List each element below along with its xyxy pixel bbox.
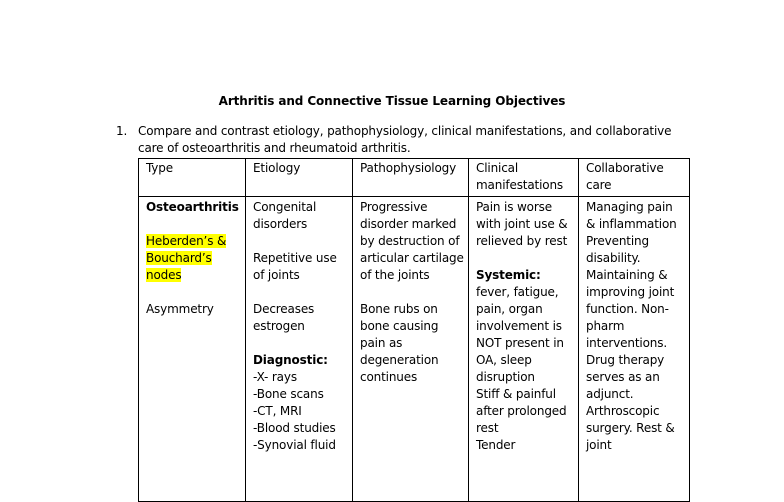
systemic-text: fever, fatigue, pain, organ involvement is NOT present in OA, sleep disruption [476, 285, 564, 384]
etiology-line-3: Decreases estrogen [253, 302, 315, 333]
cell-pathophysiology [353, 197, 469, 502]
highlighted-text: Heberden’s & Bouchard’s nodes [146, 234, 227, 282]
diagnostic-label: Diagnostic: [253, 353, 328, 367]
asymmetry-text: Asymmetry [146, 302, 214, 316]
pathophysiology-line-1: Progressive disorder marked by destruction of articular cartilage of the joints [360, 200, 464, 282]
header-etiology: Etiology [246, 159, 353, 197]
cell-type [139, 197, 246, 502]
cell-clinical-manifestations [469, 197, 579, 502]
objective-item [116, 123, 696, 157]
table-header-row [139, 159, 690, 197]
document-title: Arthritis and Connective Tissue Learning Objectives [218, 94, 566, 108]
diagnostic-item: -X- rays [253, 370, 297, 384]
clinical-line-4: Tender [476, 438, 516, 452]
diagnostic-item: -Bone scans [253, 387, 324, 401]
type-name: Osteoarthritis [146, 200, 239, 214]
diagnostic-item: -CT, MRI [253, 404, 302, 418]
clinical-systemic [476, 267, 574, 386]
objective-text: Compare and contrast etiology, pathophysiology, clinical manifestations, and collaborative care of osteoarthritis and rheumatoid arthritis. [138, 124, 672, 155]
nodes-highlight [146, 233, 241, 284]
header-pathophysiology: Pathophysiology [353, 159, 469, 197]
cell-collaborative-care [579, 197, 690, 502]
systemic-label: Systemic: [476, 268, 541, 282]
diagnostic-item: -Blood studies [253, 421, 336, 435]
header-clinical-manifestations: Clinical manifestations [469, 159, 579, 197]
header-collaborative-care: Collaborative care [579, 159, 690, 197]
table-row-osteoarthritis [139, 197, 690, 502]
care-text: Managing pain & inflammation Preventing disability. Maintaining & improving joint function. Non-pharm interventions. Drug therapy serves as an adjunct. Arthroscopic surgery. Rest & joint [586, 200, 677, 452]
diagnostic-item: -Synovial fluid [253, 438, 336, 452]
etiology-line-2: Repetitive use of joints [253, 251, 337, 282]
clinical-line-1: Pain is worse with joint use & relieved by rest [476, 200, 568, 248]
etiology-line-1: Congenital disorders [253, 200, 317, 231]
pathophysiology-line-2: Bone rubs on bone causing pain as degeneration continues [360, 302, 439, 384]
clinical-line-3: Stiff & painful after prolonged rest [476, 387, 567, 435]
objective-number: 1. [116, 124, 128, 138]
comparison-table [138, 158, 690, 502]
header-type: Type [139, 159, 246, 197]
cell-etiology [246, 197, 353, 502]
